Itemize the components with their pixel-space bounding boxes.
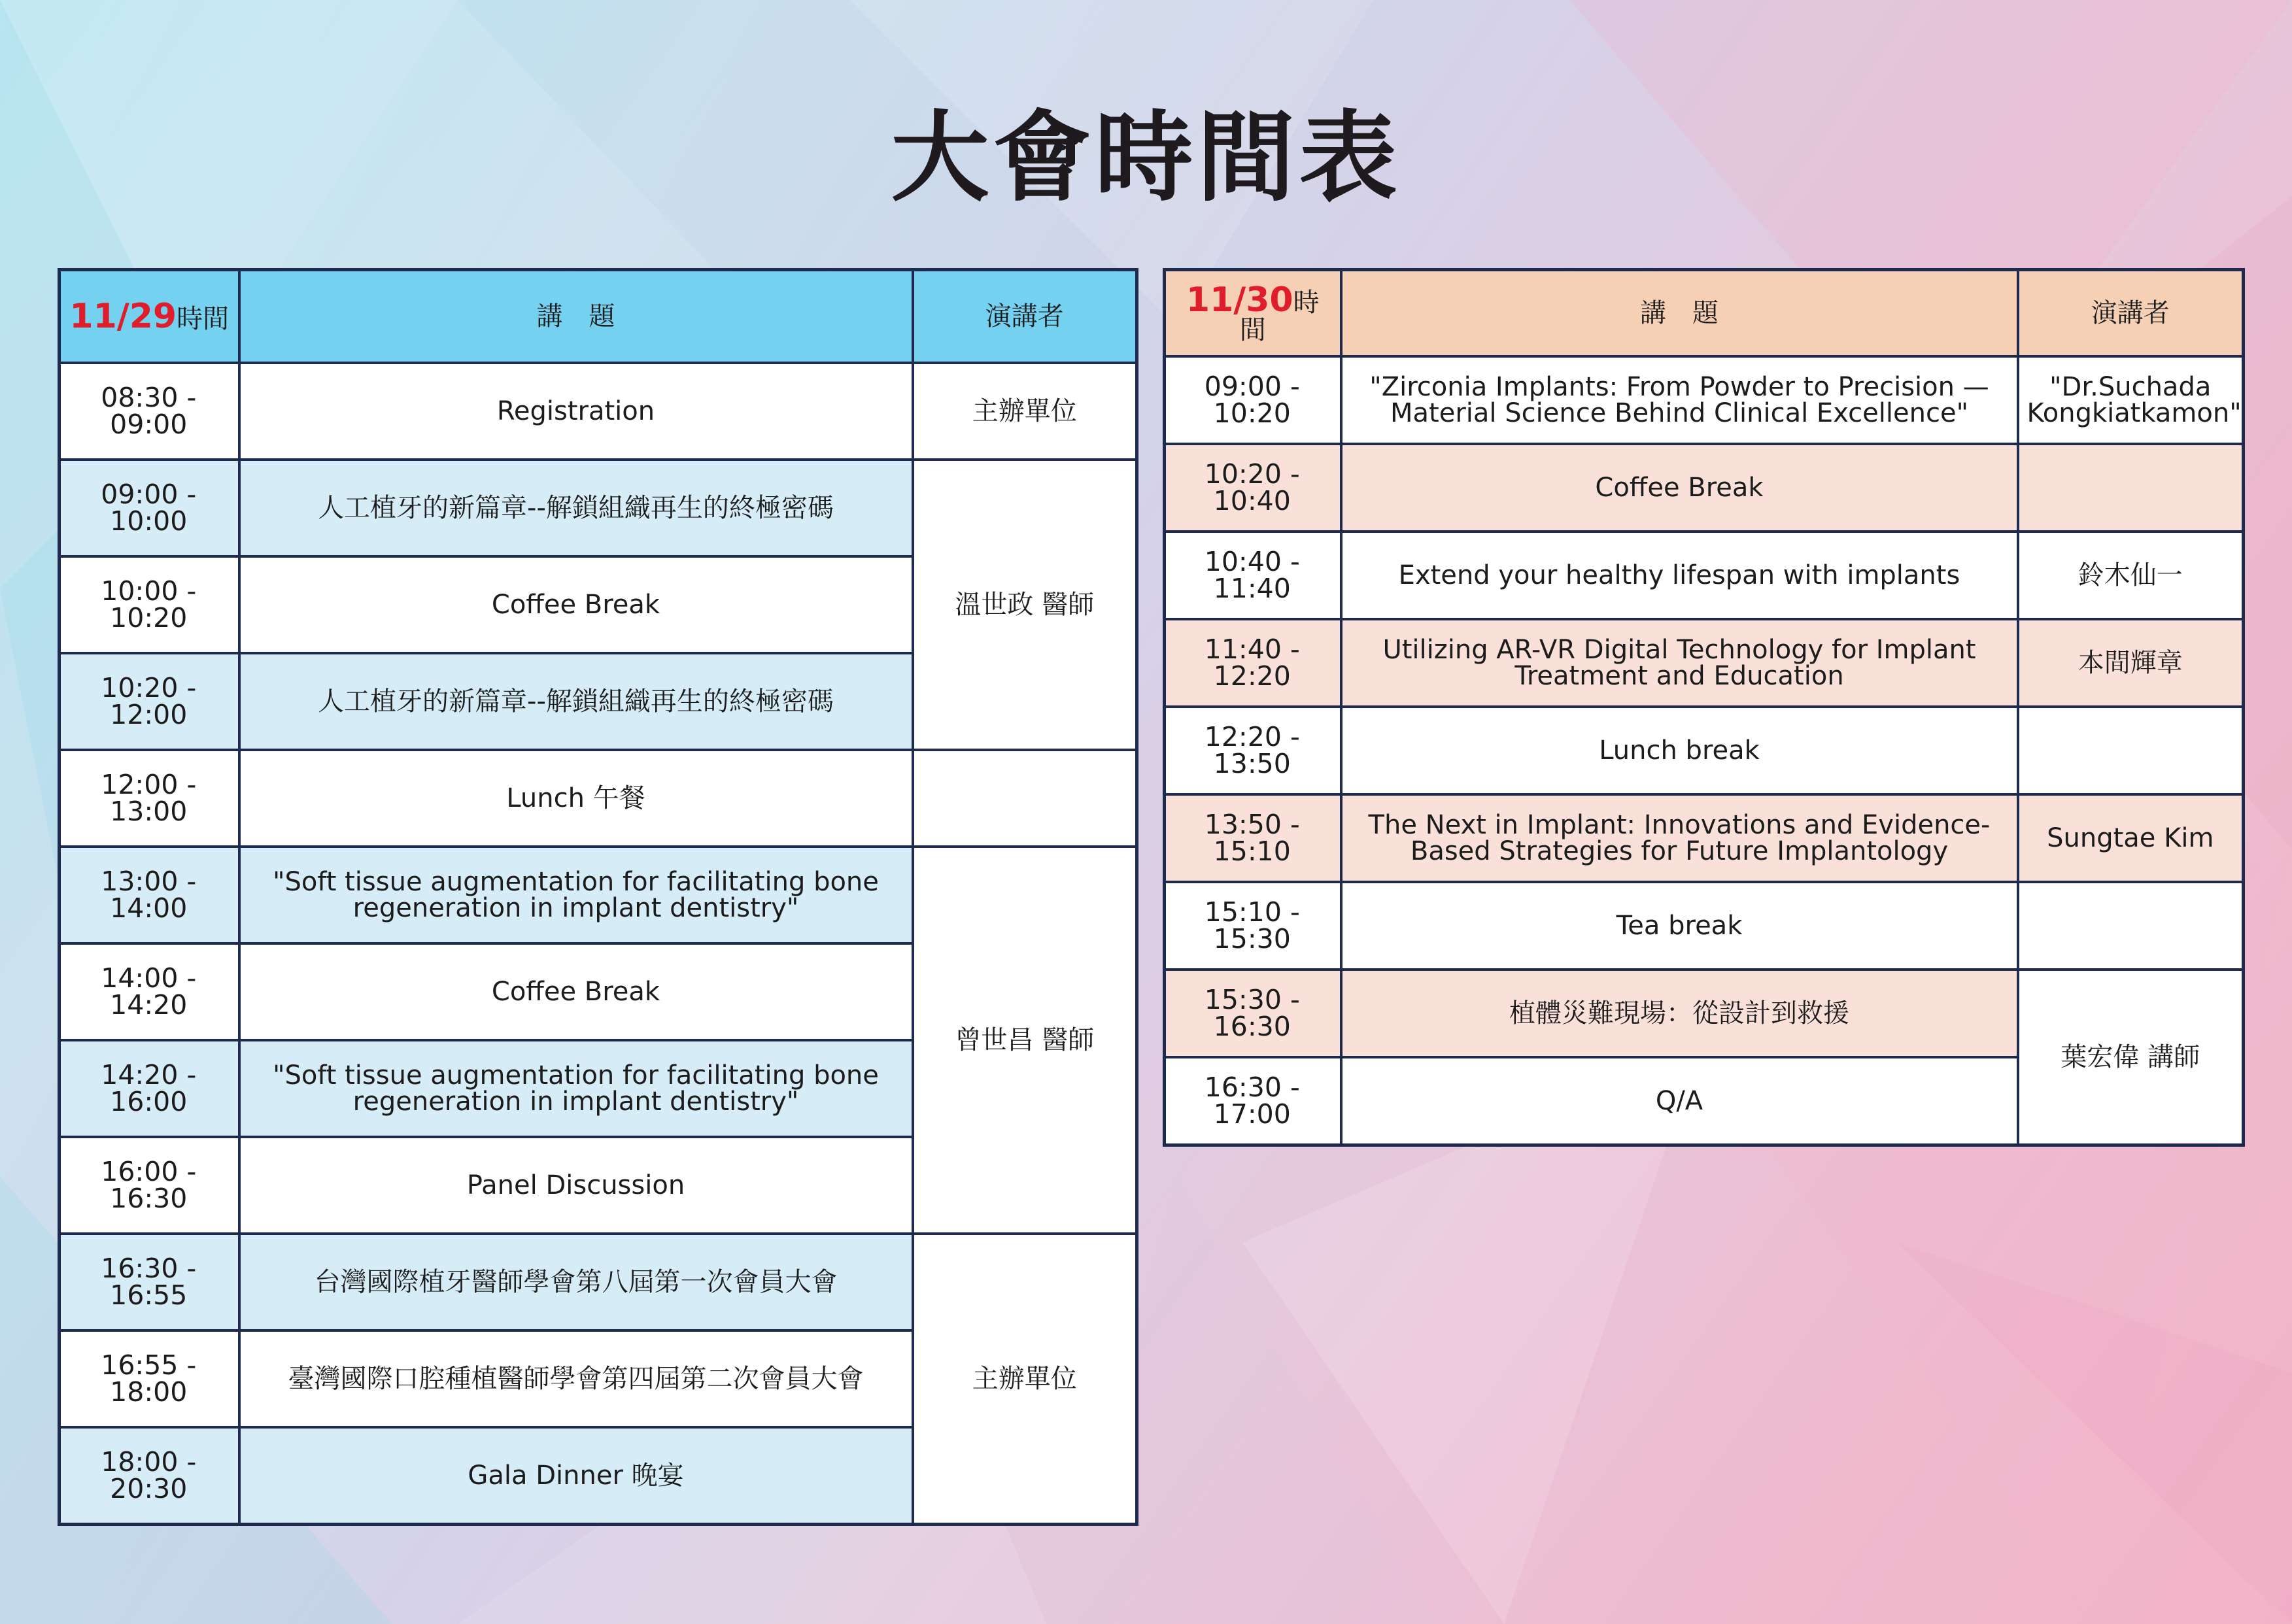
time-cell: 14:00 - 14:20	[60, 943, 239, 1040]
header-row	[1165, 270, 2244, 357]
schedule-table-day1	[58, 268, 1138, 1526]
speaker-header: 演講者	[2018, 270, 2244, 357]
time-cell: 16:30 - 16:55	[60, 1234, 239, 1330]
time-cell: 15:10 - 15:30	[1165, 882, 1341, 970]
speaker-cell: 葉宏偉 講師	[2018, 970, 2244, 1145]
topic-cell: 台灣國際植牙醫師學會第八屆第一次會員大會	[239, 1234, 913, 1330]
topic-cell: 臺灣國際口腔種植醫師學會第四屆第二次會員大會	[239, 1330, 913, 1427]
time-cell: 09:00 - 10:00	[60, 460, 239, 556]
speaker-cell: 鈴木仙一	[2018, 532, 2244, 619]
date-label: 11/30	[1186, 280, 1293, 320]
table-row	[1165, 970, 2244, 1057]
topic-cell: 植體災難現場：從設計到救援	[1341, 970, 2018, 1057]
speaker-cell	[2018, 882, 2244, 970]
table-row	[1165, 619, 2244, 707]
topic-cell: Lunch break	[1341, 707, 2018, 794]
time-cell: 08:30 - 09:00	[60, 363, 239, 460]
speaker-header: 演講者	[913, 270, 1137, 364]
speaker-cell: 曾世昌 醫師	[913, 847, 1137, 1234]
header-row	[60, 270, 1137, 364]
time-label: 時間	[177, 304, 230, 334]
time-cell: 10:40 - 11:40	[1165, 532, 1341, 619]
topic-cell: Utilizing AR-VR Digital Technology for Implant Treatment and Education	[1341, 619, 2018, 707]
time-header	[1165, 270, 1341, 357]
topic-cell: The Next in Implant: Innovations and Evidence-Based Strategies for Future Implantology	[1341, 794, 2018, 882]
topic-cell: 人工植牙的新篇章--解鎖組織再生的終極密碼	[239, 460, 913, 556]
table-row	[1165, 532, 2244, 619]
schedule-table-day2	[1163, 268, 2245, 1147]
table-row	[1165, 882, 2244, 970]
topic-cell: Coffee Break	[1341, 444, 2018, 532]
table-row	[60, 363, 1137, 460]
topic-cell: Q/A	[1341, 1057, 2018, 1145]
speaker-cell: 主辦單位	[913, 363, 1137, 460]
table-row	[1165, 707, 2244, 794]
topic-header: 講 題	[1341, 270, 2018, 357]
table-row	[60, 750, 1137, 847]
time-cell: 15:30 - 16:30	[1165, 970, 1341, 1057]
time-cell: 10:00 - 10:20	[60, 556, 239, 653]
time-cell: 12:20 - 13:50	[1165, 707, 1341, 794]
time-cell: 09:00 - 10:20	[1165, 356, 1341, 444]
speaker-cell: 溫世政 醫師	[913, 460, 1137, 750]
time-cell: 18:00 - 20:30	[60, 1427, 239, 1524]
time-cell: 13:00 - 14:00	[60, 847, 239, 943]
time-cell: 14:20 - 16:00	[60, 1040, 239, 1137]
table-row	[60, 847, 1137, 943]
topic-cell: Registration	[239, 363, 913, 460]
topic-cell: Panel Discussion	[239, 1137, 913, 1234]
table-row	[60, 1234, 1137, 1330]
time-cell: 16:00 - 16:30	[60, 1137, 239, 1234]
topic-cell: 人工植牙的新篇章--解鎖組織再生的終極密碼	[239, 653, 913, 750]
topic-cell: Coffee Break	[239, 943, 913, 1040]
time-cell: 16:30 - 17:00	[1165, 1057, 1341, 1145]
topic-cell: "Soft tissue augmentation for facilitating bone regeneration in implant dentistry"	[239, 847, 913, 943]
speaker-cell	[913, 750, 1137, 847]
speaker-cell: 主辦單位	[913, 1234, 1137, 1524]
speaker-cell	[2018, 707, 2244, 794]
time-cell: 10:20 - 10:40	[1165, 444, 1341, 532]
table-row	[1165, 356, 2244, 444]
topic-cell: Lunch 午餐	[239, 750, 913, 847]
speaker-cell: 本間輝章	[2018, 619, 2244, 707]
table-row	[60, 460, 1137, 556]
date-label: 11/29	[69, 297, 177, 336]
time-cell: 12:00 - 13:00	[60, 750, 239, 847]
topic-cell: Tea break	[1341, 882, 2018, 970]
page-title: 大會時間表	[891, 101, 1401, 215]
topic-cell: Gala Dinner 晚宴	[239, 1427, 913, 1524]
time-cell: 16:55 - 18:00	[60, 1330, 239, 1427]
speaker-cell: "Dr.Suchada Kongkiatkamon"	[2018, 356, 2244, 444]
table-row	[1165, 794, 2244, 882]
table-row	[1165, 444, 2244, 532]
topic-cell: Extend your healthy lifespan with implants	[1341, 532, 2018, 619]
speaker-cell	[2018, 444, 2244, 532]
time-cell: 10:20 - 12:00	[60, 653, 239, 750]
topic-cell: Coffee Break	[239, 556, 913, 653]
time-header	[60, 270, 239, 364]
topic-cell: "Zirconia Implants: From Powder to Precision — Material Science Behind Clinical Excellence"	[1341, 356, 2018, 444]
speaker-cell: Sungtae Kim	[2018, 794, 2244, 882]
topic-header: 講 題	[239, 270, 913, 364]
time-label: 時間	[1239, 288, 1320, 345]
time-cell: 13:50 - 15:10	[1165, 794, 1341, 882]
topic-cell: "Soft tissue augmentation for facilitating bone regeneration in implant dentistry"	[239, 1040, 913, 1137]
time-cell: 11:40 - 12:20	[1165, 619, 1341, 707]
